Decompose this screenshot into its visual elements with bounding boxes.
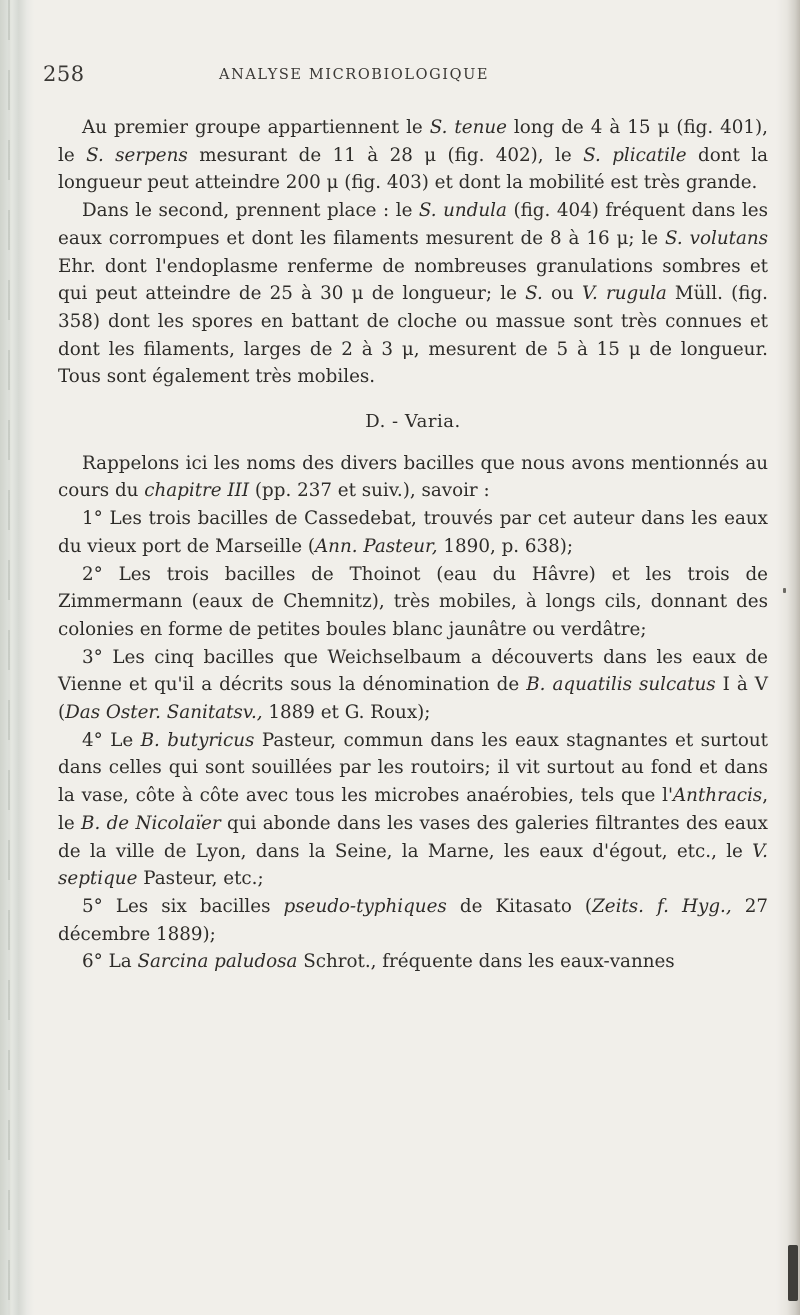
italic-run: Das Oster. Sanitatsv.,: [65, 702, 263, 724]
text-run: 1889 et G. Roux);: [262, 702, 431, 724]
text-run: Au premier groupe appartiennent le: [82, 117, 430, 138]
list-item-6: [58, 948, 768, 976]
page-body: [58, 114, 768, 976]
book-tab: [788, 1245, 798, 1301]
text-run: 4° Le: [82, 729, 141, 751]
italic-run: S. undula: [418, 200, 507, 222]
italic-run: S. serpens: [86, 144, 188, 166]
italic-run: Zeits. f. Hyg.,: [592, 895, 732, 917]
italic-run: B. de Nicolaïer: [81, 812, 221, 834]
italic-run: S.: [525, 283, 543, 305]
list-item-1: [58, 505, 768, 560]
italic-run: Anthracis: [672, 785, 763, 807]
italic-run: B. aquatilis sulcatus: [526, 674, 716, 696]
italic-run: B. butyricus: [140, 729, 255, 751]
running-head: ANALYSE MICROBIOLOGIQUE: [219, 67, 490, 83]
italic-run: pseudo-typhiques: [283, 895, 447, 917]
list-item-4: [58, 727, 768, 893]
text-run: Schrot., fréquente dans les eaux-vannes: [297, 951, 675, 973]
text-run: mesurant de 11 à 28 μ (fig. 402), le: [187, 144, 584, 166]
text-run: 2° Les trois bacilles de Thoinot (eau du Hâvre) et les trois de Zimmermann (eaux de Chemnitz), très mobiles, à longs cils, donnant des colonies en forme de petites boules blanc jaunâtre ou verdâtre;: [58, 563, 768, 640]
paper-speck: [783, 588, 786, 593]
italic-run: S. tenue: [429, 117, 507, 138]
paragraph-premier-groupe: [58, 114, 768, 197]
list-item-2: [58, 561, 768, 644]
italic-run: S. plicatile: [583, 144, 687, 166]
text-run: dont la longueur peut atteindre 200 μ (fig. 403) et dont la mobilité est très grande.: [58, 144, 768, 194]
section-heading: D. - Varia.: [365, 411, 461, 433]
page-header: [0, 62, 800, 102]
page-number: 258: [43, 62, 85, 86]
italic-run: chapitre III: [144, 480, 250, 502]
text-run: Dans le second, prennent place : le: [82, 200, 419, 222]
text-run: 1890, p. 638);: [437, 535, 574, 557]
text-run: 1° Les trois bacilles de Cassedebat, trouvés par cet auteur dans les eaux du vieux port de Marseille (: [58, 508, 768, 557]
page-left-edge: [0, 0, 34, 1315]
text-run: Pasteur, commun dans les eaux stagnantes et surtout dans celles qui sont souillées par les routoirs; il vit surtout au fond et dans la vase, côte à côte avec tous les microbes anaérobies, tels que l': [58, 729, 769, 807]
paragraph-rappelons: [58, 450, 768, 505]
text-run: 5° Les six bacilles: [82, 895, 284, 917]
text-run: I à V (: [58, 674, 768, 724]
text-run: de Kitasato (: [446, 895, 593, 917]
italic-run: V. septique: [58, 840, 768, 890]
italic-run: Sarcina paludosa: [137, 951, 298, 973]
paragraph-second-groupe: [58, 197, 768, 391]
list-item-5: [58, 893, 768, 948]
text-run: 6° La: [82, 951, 138, 973]
text-run: long de 4 à 15 μ (fig. 401), le: [58, 117, 768, 166]
text-run: Müll. (fig. 358) dont les spores en battant de cloche ou massue sont très connues et dont les filaments, larges de 2 à 3 μ, mesurent de 5 à 15 μ de longueur. Tous sont également très mobiles.: [58, 283, 768, 388]
italic-run: Ann. Pasteur,: [314, 535, 438, 557]
text-run: Rappelons ici les noms des divers bacilles que nous avons mentionnés au cours du: [58, 452, 768, 502]
text-run: ou: [542, 283, 582, 305]
text-run: (fig. 404) fréquent dans les eaux corrompues et dont les filaments mesurent de 8 à 16 μ; le: [58, 200, 768, 249]
text-run: Ehr. dont l'endoplasme renferme de nombreuses granulations sombres et qui peut atteindre de 25 à 30 μ de longueur; le: [58, 255, 768, 305]
page-right-edge: [776, 0, 800, 1315]
text-run: (pp. 237 et suiv.), savoir :: [249, 480, 490, 502]
list-item-3: [58, 644, 768, 727]
italic-run: V. rugula: [581, 283, 667, 305]
text-run: Pasteur, etc.;: [137, 868, 264, 890]
text-run: 27 décembre 1889);: [58, 895, 768, 945]
italic-run: S. volutans: [665, 227, 768, 249]
text-run: qui abonde dans les vases des galeries filtrantes des eaux de la ville de Lyon, dans la Seine, la Marne, les eaux d'égout, etc., le: [58, 812, 768, 862]
text-run: 3° Les cinq bacilles que Weichselbaum a découverts dans les eaux de Vienne et qu'il a décrits sous la dénomination de: [58, 646, 768, 696]
text-run: , le: [58, 785, 768, 834]
